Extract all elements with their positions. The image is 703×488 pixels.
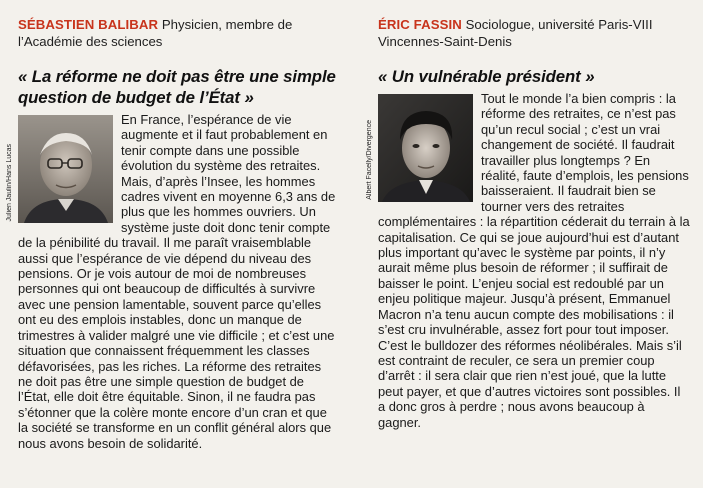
quote-title: « La réforme ne doit pas être une simple question de budget de l’État » — [18, 67, 336, 107]
author-role: Sociologue, université Paris-VIII Vincennes-Saint-Denis — [378, 17, 653, 49]
quote-title: « Un vulnérable président » — [378, 67, 595, 86]
column-fassin — [366, 16, 690, 430]
article-body — [6, 112, 338, 451]
author-photo — [6, 115, 113, 223]
author-name: SÉBASTIEN BALIBAR — [18, 17, 159, 32]
article-text: En France, l’espérance de vie augmente et il faut probablement en tenir compte dans une possible évolution du système des retraites. Mais, d’après l’Insee, les hommes cadres vivent en moyenne 6,3 ans de plus que les hommes ouvriers. Un système juste doit donc tenir compte de la pénibilité du travail. Il me paraît vraisemblable aussi que l’espérance de vie dépend du niveau des pensions. Or je vois autour de moi de nombreuses personnes qui ont beaucoup de difficultés à survivre avec une pension lamentable, souvent parce qu’elles ont eu des emplois instables, donc un manque de trimestres à valider malgré une vie difficile ; et c’est une situation que connaissent fréquemment les classes défavorisées, pas les riches. La réforme des retraites ne doit pas être une simple question de budget de l’État, elle doit être équitable. Sinon, il ne faudra pas s’étonner que la colère monte encore d’un cran et que la société se transforme en un conflit général alors que nous avons besoin de solidarité. — [18, 112, 336, 451]
byline-fassin — [378, 16, 690, 52]
article-body — [366, 91, 690, 430]
column-balibar — [6, 16, 338, 451]
author-photo — [366, 94, 473, 202]
photo-credit: Albert Facelly/Divergence — [366, 120, 373, 200]
photo-credit: Julien Jaulin/Hans Lucas — [6, 143, 13, 221]
portrait-photo-icon — [18, 115, 113, 223]
article-text: Tout le monde l’a bien compris : la réforme des retraites, ce n’est pas qu’un recul social ; c’est un vrai changement de société. Il faudrait travailler plus longtemps ? En réalité, faute d’emplois, les pensions baisseraient. Il faudrait bien se tourner vers des retraites complémentaires : la répartition céderait du terrain à la capitalisation. Ce qui se joue aujourd’hui est d’autant plus important qu’avec le système par points, il n’y aurait même plus besoin de réformer ; il suffirait de baisser le point. L’enjeu social est redoublé par un enjeu politique majeur. Jusqu’à présent, Emmanuel Macron n’a tenu aucun compte des mobilisations : il s’est cru invulnérable, assez fort pour tout imposer. C’est le bulldozer des réformes néolibérales. Mais s’il est contraint de reculer, ce sera un premier coup d’arrêt : il sera clair que rien n’est joué, que la lutte peut payer, et que d’autres victoires sont possibles. Il a donc gros à perdre ; nous avons beaucoup à gagner. — [378, 91, 690, 430]
byline-balibar — [18, 16, 338, 52]
author-role: Physicien, membre de l’Académie des sciences — [18, 17, 293, 49]
author-name: ÉRIC FASSIN — [378, 17, 462, 32]
portrait-photo-icon — [378, 94, 473, 202]
